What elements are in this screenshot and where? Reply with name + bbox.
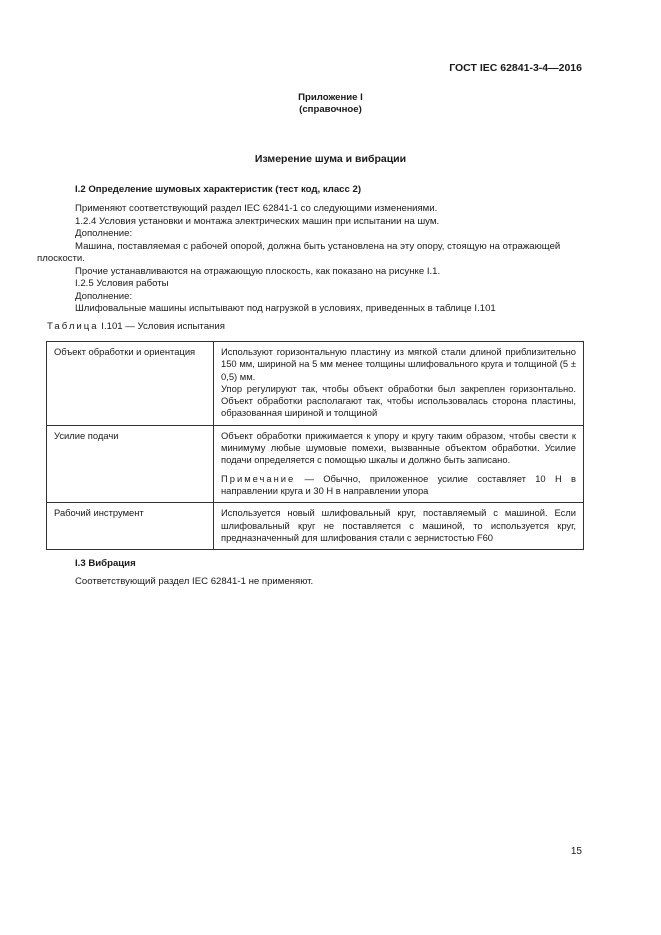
table-cell-text [214,503,584,550]
paragraph: Машина, поставляемая с рабочей опорой, должна быть установлена на эту опору, стоящую на отражающей плоскости. [37,240,561,264]
table-row [47,342,584,426]
section-heading-i3: I.3 Вибрация [75,558,136,569]
document-code: ГОСТ IEC 62841-3-4—2016 [449,62,582,74]
paragraph: Прочие устанавливаются на отражающую плоскость, как показано на рисунке I.1. [75,265,441,277]
table-cell-label: Рабочий инструмент [47,503,214,550]
conditions-table [46,341,584,550]
paragraph: Шлифовальные машины испытывают под нагрузкой в условиях, приведенных в таблице I.101 [75,303,496,314]
table-cell-text [214,425,584,502]
section-i3-body [37,576,585,589]
section-i2-body [37,203,585,316]
note-text: — Обычно, приложенное усилие составляет 10 Н в направлении круга и 30 Н в направлении упора [221,472,576,496]
section-title: Измерение шума и вибрации [254,153,407,165]
table-row [47,503,584,550]
paragraph: Дополнение: [75,228,133,239]
table-caption-text: I.101 — Условия испытания [101,321,225,332]
table-caption [47,321,225,334]
table-cell-label: Объект обработки и ориентация [47,342,214,426]
cell-paragraph: Объект обработки прижимается к упору и кругу таким образом, чтобы свести к минимуму любые шумовые помехи, вызванные объектом обработки. Усилие подачи определяется с помощью шкалы и должно быть записано. [221,429,576,466]
paragraph: 1.2.4 Условия установки и монтажа электрических машин при испытании на шум. [75,215,440,227]
table-cell-label: Усилие подачи [47,425,214,502]
table-caption-prefix: Таблица [47,321,99,332]
annex-subtitle: (справочное) [299,104,362,115]
paragraph: Дополнение: [75,290,133,302]
cell-paragraph: Используется новый шлифовальный круг, поставляемый с машиной. Если шлифовальный круг не поставляется с машиной, то используется круг, предназначенный для шлифования стали с зернистостью F60 [221,507,576,543]
cell-paragraph: Используют горизонтальную пластину из мягкой стали длиной приблизительно 150 мм, шириной на 5 мм менее толщины шлифовального круга и толщиной (5 ± 0,5) мм. [221,346,576,382]
section-heading-i2: I.2 Определение шумовых характеристик (тест код, класс 2) [75,184,362,195]
page-number: 15 [570,846,582,857]
paragraph: Соответствующий раздел IEC 62841-1 не применяют. [75,576,314,587]
note-prefix: Примечание [221,472,296,484]
paragraph: Применяют соответствующий раздел IEC 62841-1 со следующими изменениями. [75,203,438,214]
table-cell-text [214,342,584,426]
annex-title: Приложение I [298,92,363,103]
annex-block [0,92,661,116]
table-note [221,473,576,498]
cell-paragraph: Упор регулируют так, чтобы объект обработки был закреплен горизонтально. Объект обработки располагают так, чтобы использовалась сторона пластины, образованная шириной и толщиной [221,382,576,419]
table-row [47,425,584,502]
paragraph: I.2.5 Условия работы [75,278,169,289]
